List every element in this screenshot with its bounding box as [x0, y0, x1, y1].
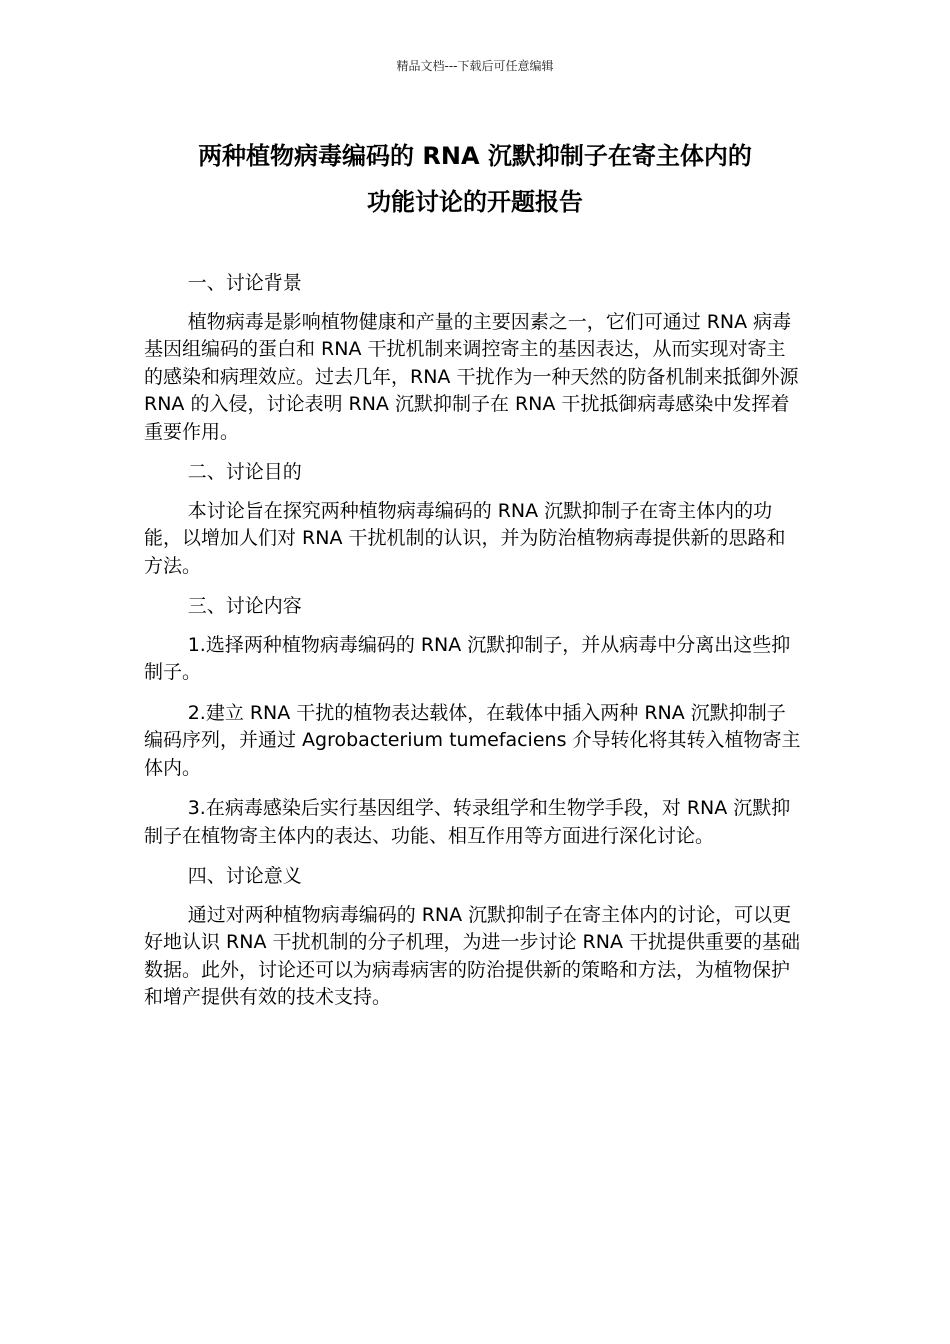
content-item-3: 3.在病毒感染后实行基因组学、转录组学和生物学手段，对 RNA 沉默抑制子在植物寄主体内的表达、功能、相互作用等方面进行深化讨论。: [144, 797, 791, 847]
section-heading-background: 一、讨论背景: [187, 272, 302, 294]
section-heading-content: 三、讨论内容: [187, 595, 302, 617]
document-title: [140, 133, 810, 225]
title-line-1: 两种植物病毒编码的 RNA 沉默抑制子在寄主体内的: [198, 142, 752, 170]
section-heading-purpose: 二、讨论目的: [187, 461, 302, 483]
paragraph-background: 植物病毒是影响植物健康和产量的主要因素之一，它们可通过 RNA 病毒基因组编码的蛋白和 RNA 干扰机制来调控寄主的基因表达，从而实现对寄主的感染和病理效应。过去几年，RNA 干扰作为一种天然的防备机制来抵御外源 RNA 的入侵，讨论表明 RNA 沉默抑制子在 RNA 干扰抵御病毒感染中发挥着重要作用。: [144, 310, 799, 443]
content-item-2: 2.建立 RNA 干扰的植物表达载体，在载体中插入两种 RNA 沉默抑制子编码序列，并通过 Agrobacterium tumefaciens 介导转化将其转入植物寄主体内。: [144, 701, 801, 779]
paragraph-significance: 通过对两种植物病毒编码的 RNA 沉默抑制子在寄主体内的讨论，可以更好地认识 RNA 干扰机制的分子机理，为进一步讨论 RNA 干扰提供重要的基础数据。此外，讨论还可以为病毒病害的防治提供新的策略和方法，为植物保护和增产提供有效的技术支持。: [144, 903, 800, 1008]
section-heading-significance: 四、讨论意义: [187, 865, 302, 887]
page-header: 精品文档---下载后可任意编辑: [396, 59, 554, 73]
content-item-1: 1.选择两种植物病毒编码的 RNA 沉默抑制子，并从病毒中分离出这些抑制子。: [144, 633, 791, 683]
paragraph-purpose: 本讨论旨在探究两种植物病毒编码的 RNA 沉默抑制子在寄主体内的功能，以增加人们对 RNA 干扰机制的认识，并为防治植物病毒提供新的思路和方法。: [144, 499, 786, 577]
title-line-2: 功能讨论的开题报告: [367, 188, 583, 216]
document-body: [144, 270, 804, 1025]
